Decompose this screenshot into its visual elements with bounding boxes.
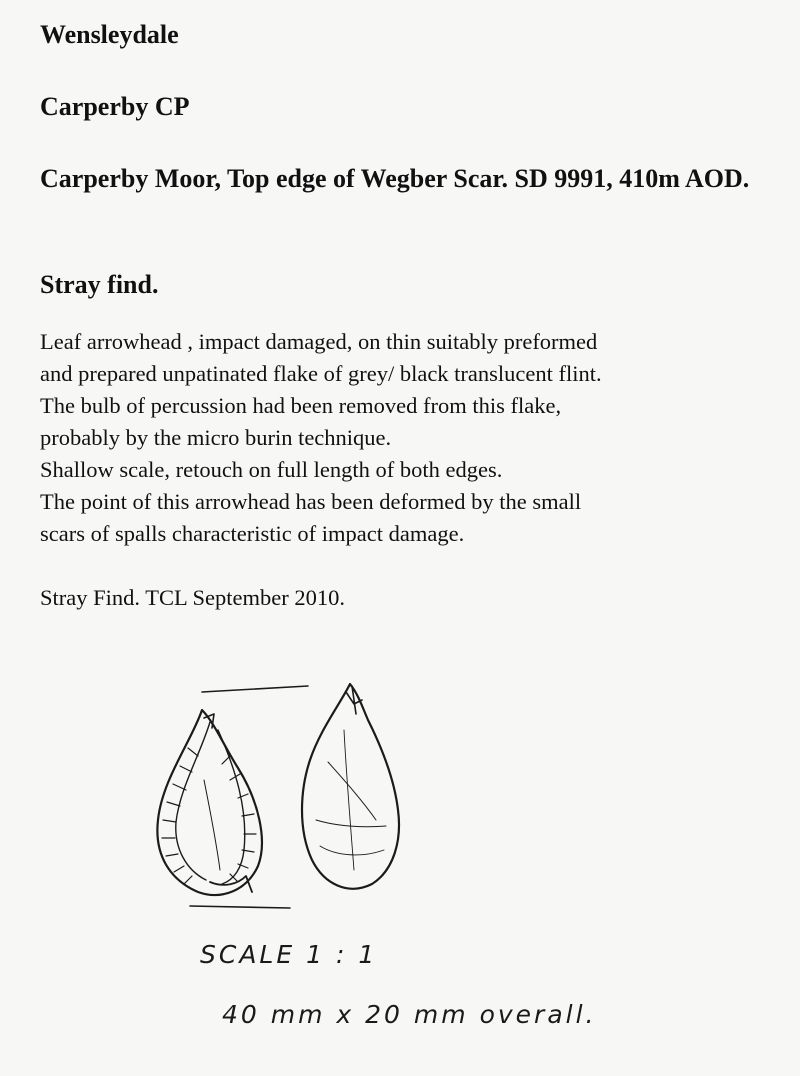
description-line: scars of spalls characteristic of impact damage. [40,521,465,546]
scale-note: SCALE 1 : 1 [200,940,378,969]
description-line: Shallow scale, retouch on full length of both edges. [40,457,503,482]
credit-line: Stray Find. TCL September 2010. [40,585,345,610]
arrowhead-sketch [140,670,470,920]
arrowhead-face-right [302,684,399,889]
size-note: 40 mm x 20 mm overall. [222,1000,597,1029]
description-line: Leaf arrowhead , impact damaged, on thin suitably preformed [40,329,598,354]
arrowhead-face-left [157,710,262,895]
parish-heading: Carperby CP [40,92,190,121]
region-heading: Wensleydale [40,20,179,49]
scale-guide-line-bottom [190,906,290,908]
scale-guide-line-top [202,686,308,692]
description-line: The bulb of percussion had been removed from this flake, [40,393,562,418]
description-line: The point of this arrowhead has been deformed by the small [40,489,582,514]
description-text [40,326,780,550]
description-line: probably by the micro burin technique. [40,425,392,450]
find-type-heading: Stray find. [40,270,159,299]
location-heading: Carperby Moor, Top edge of Wegber Scar. SD 9991, 410m AOD. [40,164,750,193]
description-line: and prepared unpatinated flake of grey/ black translucent flint. [40,361,602,386]
